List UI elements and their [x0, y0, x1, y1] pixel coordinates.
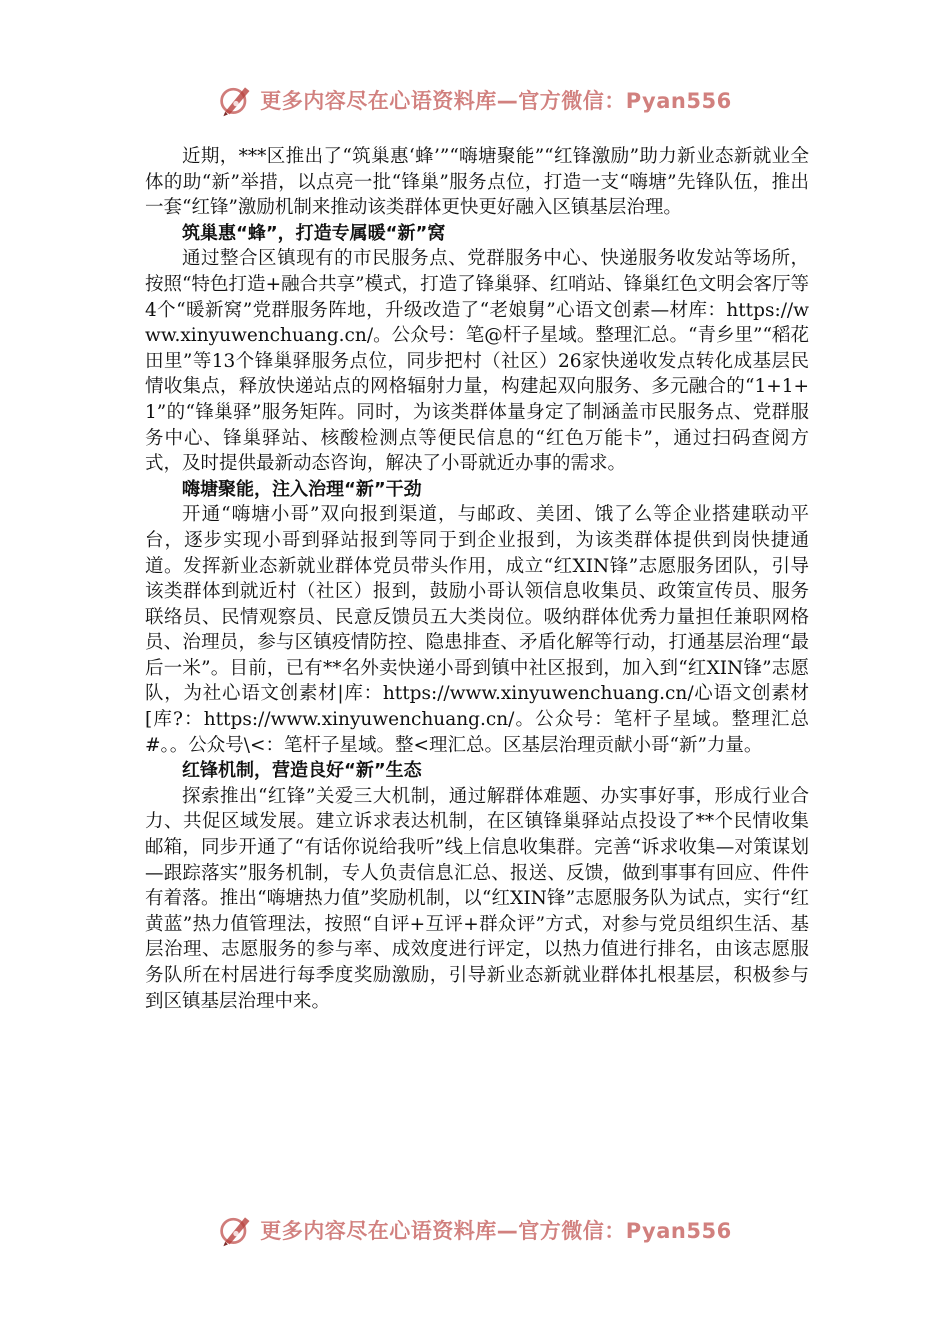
section-3-paragraph: 探索推出“红锋”关爱三大机制，通过解群体难题、办实事好事，形成行业合力、共促区域发展。建立诉求表达机制，在区镇锋巢驿站点投设了**个民情收集邮箱，同步开通了“有话你说给我听”线上信息收集群。完善“诉求收集—对策谋划—跟踪落实”服务机制，专人负责信息汇总、报送、反馈，做到事事有回应、件件有着落。推出“嗨塘热力值”奖励机制，以“红XIN锋”志愿服务队为试点，实行“红黄蓝”热力值管理法，按照“自评+互评+群众评”方式，对参与党员组织生活、基层治理、志愿服务的参与率、成效度进行评定，以热力值进行排名，由该志愿服务队所在村居进行每季度奖励激励，引导新业态新就业群体扎根基层，积极参与到区镇基层治理中来。: [145, 785, 809, 1012]
section-1-paragraph: 通过整合区镇现有的市民服务点、党群服务中心、快递服务收发站等场所，按照“特色打造+融合共享”模式，打造了锋巢驿、红哨站、锋巢红色文明会客厅等4个“暖新窝”党群服务阵地，升级改造了“老娘舅”心语文创素—材库：https://www.xinyuwenchuang.cn/。公众号：笔@杆子星域。整理汇总。“青乡里”“稻花田里”等13个锋巢驿服务点位，同步把村（社区）26家快递收发点转化成基层民情收集点，释放快递站点的网格辐射力量，构建起双向服务、多元融合的“1+1+1”的“锋巢驿”服务矩阵。同时，为该类群体量身定了制涵盖市民服务点、党群服务中心、锋巢驿站、核酸检测点等便民信息的“红色万能卡”，通过扫码查阅方式，及时提供最新动态咨询，解决了小哥就近办事的需求。: [145, 248, 809, 475]
intro-paragraph: 近期，***区推出了“筑巢惠‘蜂’”“嗨塘聚能”“红锋激励”助力新业态新就业全体的助“新”举措，以点亮一批“锋巢”服务点位，打造一支“嗨塘”先锋队伍，推出一套“红锋”激励机制来推动该类群体更快更好融入区镇基层治理。: [145, 146, 809, 219]
document-body: [145, 144, 809, 1014]
pen-logo-icon: [218, 82, 254, 118]
section-heading-2: 嗨塘聚能，注入治理“新”干劲: [182, 478, 422, 500]
section-heading-3: 红锋机制，营造良好“新”生态: [182, 760, 422, 782]
footer-banner: [0, 1208, 950, 1252]
section-2-paragraph: 开通“嗨塘小哥”双向报到渠道，与邮政、美团、饿了么等企业搭建联动平台，逐步实现小哥到驿站报到等同于到企业报到，为该类群体提供到岗快捷通道。发挥新业态新就业群体党员带头作用，成立“红XIN锋”志愿服务团队，引导该类群体到就近村（社区）报到，鼓励小哥认领信息收集员、政策宣传员、服务联络员、民情观察员、民意反馈员五大类岗位。吸纳群体优秀力量担任兼职网格员、治理员，参与区镇疫情防控、隐患排查、矛盾化解等行动，打通基层治理“最后一米”。目前，已有**名外卖快递小哥到镇中社区报到，加入到“红XIN锋”志愿队，为社心语文创素材|库：https://www.xinyuwenchuang.cn/心语文创素材[库?：https://www.xinyuwenchuang.cn/。公众号：笔杆子星域。整理汇总#。。公众号\<：笔杆子星域。整<理汇总。区基层治理贡献小哥“新”力量。: [145, 504, 809, 756]
footer-banner-text: 更多内容尽在心语资料库—官方微信：Pyan556: [260, 1219, 732, 1243]
header-banner-text: 更多内容尽在心语资料库—官方微信：Pyan556: [260, 89, 732, 113]
pen-logo-icon: [218, 1212, 254, 1248]
header-banner: [0, 78, 950, 122]
section-heading-1: 筑巢惠“蜂”，打造专属暖“新”窝: [182, 222, 446, 244]
